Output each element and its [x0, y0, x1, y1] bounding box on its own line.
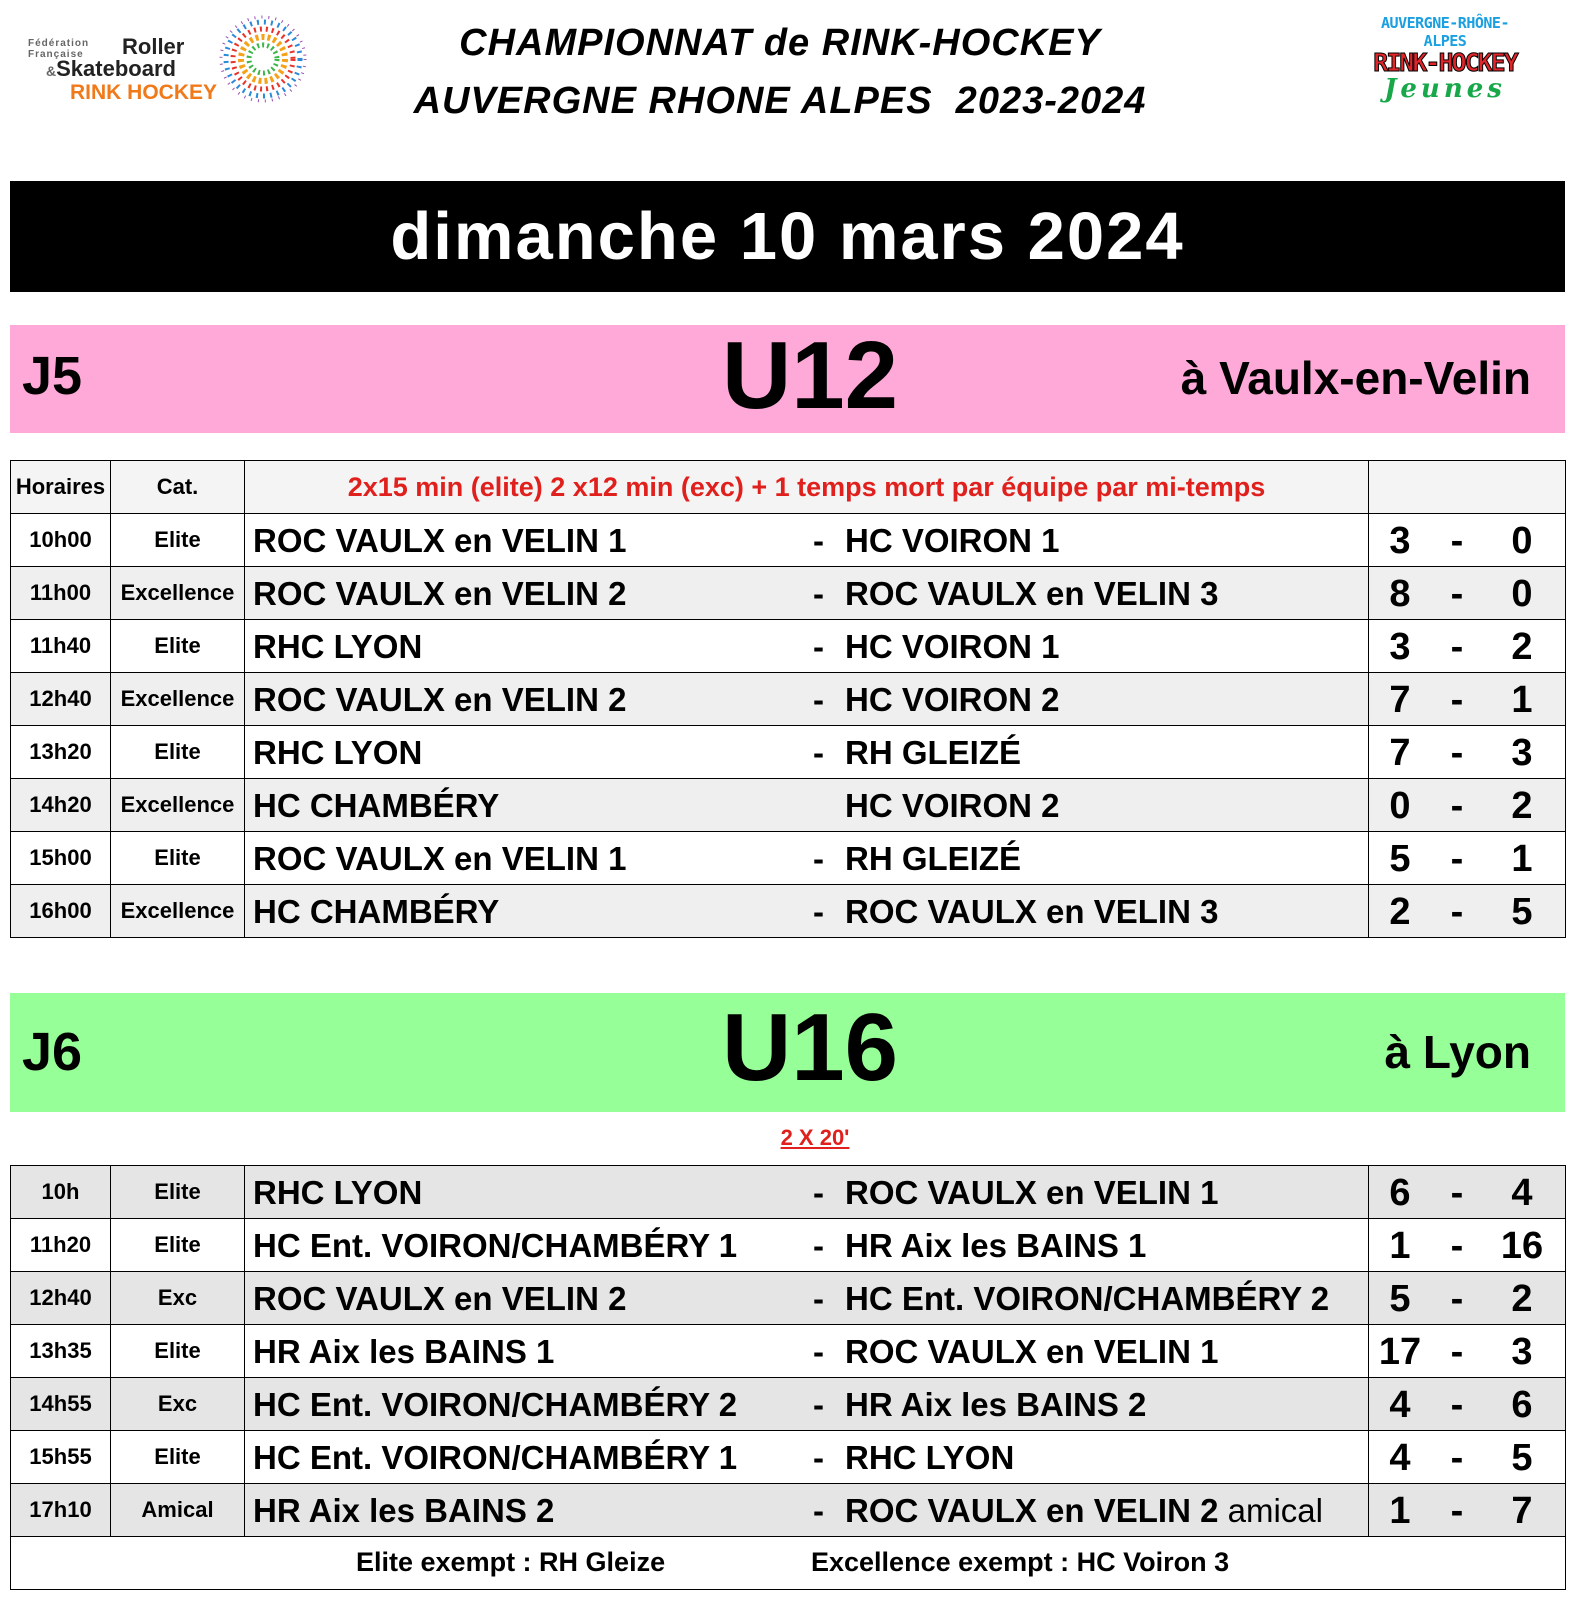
- u12-journee: J5: [22, 346, 83, 406]
- table-row: [11, 1325, 1566, 1378]
- table-row: [11, 1219, 1566, 1272]
- color-circle-icon: [208, 14, 318, 104]
- score-separator: -: [1450, 626, 1464, 668]
- table-row: [11, 620, 1566, 673]
- match-score: [1369, 1484, 1566, 1537]
- u12-schedule-table: [10, 460, 1566, 938]
- match-category: Excellence: [111, 567, 245, 620]
- team-separator: -: [813, 628, 824, 665]
- away-team-name: RH GLEIZÉ: [845, 840, 1022, 877]
- score-separator: -: [1450, 1278, 1464, 1320]
- ffrs-federation-label: Fédération Française: [28, 38, 90, 60]
- score-separator: -: [1450, 1490, 1464, 1532]
- home-team: HC CHAMBÉRY: [253, 893, 500, 930]
- col-cat: Cat.: [111, 461, 245, 514]
- away-team: [845, 734, 1021, 772]
- team-separator: -: [813, 522, 824, 559]
- table-row: [11, 1431, 1566, 1484]
- match-time: 10h00: [11, 514, 111, 567]
- table-row: [11, 779, 1566, 832]
- team-separator: -: [813, 1280, 824, 1317]
- u16-schedule-table: [10, 1165, 1566, 1590]
- away-team: [845, 1227, 1146, 1265]
- away-team: [845, 1280, 1329, 1318]
- away-team: [845, 893, 1218, 931]
- home-score: 17: [1378, 1331, 1422, 1373]
- table-row: [11, 885, 1566, 938]
- team-separator: -: [813, 1386, 824, 1423]
- match-score: [1369, 726, 1566, 779]
- match-category: Elite: [111, 1219, 245, 1272]
- away-score: 3: [1511, 1331, 1533, 1373]
- match-teams: [245, 567, 1369, 620]
- match-teams: [245, 673, 1369, 726]
- away-team-name: RHC LYON: [845, 1439, 1015, 1476]
- match-score: [1369, 832, 1566, 885]
- away-team-name: HC VOIRON 2: [845, 681, 1060, 718]
- home-team: HR Aix les BAINS 1: [253, 1333, 555, 1370]
- home-team: HR Aix les BAINS 2: [253, 1492, 555, 1529]
- table-row: [11, 726, 1566, 779]
- away-team: [845, 522, 1060, 560]
- match-teams: [245, 726, 1369, 779]
- team-separator: -: [813, 734, 824, 771]
- score-separator: -: [1450, 573, 1464, 615]
- home-score: 4: [1389, 1384, 1411, 1426]
- ara-rink-hockey-label: RINK-HOCKEY: [1373, 48, 1517, 77]
- match-score: [1369, 1378, 1566, 1431]
- u16-venue: à Lyon: [1384, 1026, 1531, 1078]
- table-row: [11, 514, 1566, 567]
- home-team: ROC VAULX en VELIN 2: [253, 1280, 627, 1317]
- match-category: Elite: [111, 832, 245, 885]
- score-separator: -: [1450, 679, 1464, 721]
- away-team-name: HC Ent. VOIRON/CHAMBÉRY 2: [845, 1280, 1330, 1317]
- ffrs-roller-label: Roller: [122, 34, 185, 59]
- away-score: 0: [1511, 573, 1533, 615]
- away-score: 0: [1511, 520, 1533, 562]
- match-time: 11h00: [11, 567, 111, 620]
- match-time: 11h20: [11, 1219, 111, 1272]
- away-score: 2: [1511, 785, 1533, 827]
- match-teams: [245, 1431, 1369, 1484]
- match-teams: [245, 885, 1369, 938]
- home-score: 7: [1389, 679, 1411, 721]
- table-row: [11, 1272, 1566, 1325]
- ffrs-rink-hockey-label: RINK HOCKEY: [70, 81, 218, 104]
- home-team: HC Ent. VOIRON/CHAMBÉRY 2: [253, 1386, 738, 1423]
- away-score: 3: [1511, 732, 1533, 774]
- away-score: 1: [1511, 679, 1533, 721]
- away-team-name: HC VOIRON 1: [845, 522, 1060, 559]
- home-score: 5: [1389, 1278, 1411, 1320]
- match-teams: [245, 832, 1369, 885]
- away-team-name: ROC VAULX en VELIN 1: [845, 1174, 1219, 1211]
- match-time: 15h00: [11, 832, 111, 885]
- match-time: 12h40: [11, 673, 111, 726]
- ara-jeunes-label: Jeunes: [1384, 74, 1506, 104]
- home-team: RHC LYON: [253, 628, 423, 665]
- score-separator: -: [1450, 1331, 1464, 1373]
- date-banner: dimanche 10 mars 2024: [10, 181, 1565, 292]
- table-row: [11, 1378, 1566, 1431]
- home-score: 1: [1389, 1490, 1411, 1532]
- team-separator: -: [813, 1439, 824, 1476]
- u12-banner: [10, 322, 1565, 433]
- away-score: 2: [1511, 1278, 1533, 1320]
- home-score: 2: [1389, 891, 1411, 933]
- table-row: [11, 1484, 1566, 1537]
- score-separator: -: [1450, 838, 1464, 880]
- table-row: [11, 832, 1566, 885]
- team-separator: -: [813, 893, 824, 930]
- match-teams: [245, 1484, 1369, 1537]
- match-teams: [245, 1272, 1369, 1325]
- away-score: 7: [1511, 1490, 1533, 1532]
- away-team-name: RH GLEIZÉ: [845, 734, 1022, 771]
- match-teams: [245, 1325, 1369, 1378]
- team-separator: -: [813, 840, 824, 877]
- away-score: 16: [1500, 1225, 1544, 1267]
- title-line-1: CHAMPIONNAT de RINK-HOCKEY: [459, 22, 1101, 64]
- table-row: [11, 567, 1566, 620]
- team-separator: -: [813, 1492, 824, 1529]
- score-separator: -: [1450, 1384, 1464, 1426]
- match-time: 12h40: [11, 1272, 111, 1325]
- away-score: 6: [1511, 1384, 1533, 1426]
- home-score: 7: [1389, 732, 1411, 774]
- score-separator: -: [1450, 520, 1464, 562]
- u16-journee: J6: [22, 1022, 83, 1082]
- match-category: Elite: [111, 726, 245, 779]
- exempt-cell: [11, 1537, 1566, 1590]
- home-score: 6: [1389, 1172, 1411, 1214]
- championship-title: [330, 14, 1230, 130]
- away-team: [845, 840, 1021, 878]
- match-category: Excellence: [111, 779, 245, 832]
- match-category: Excellence: [111, 885, 245, 938]
- home-score: 5: [1389, 838, 1411, 880]
- home-score: 0: [1389, 785, 1411, 827]
- match-score: [1369, 1431, 1566, 1484]
- score-separator: -: [1450, 732, 1464, 774]
- away-team: [845, 1386, 1146, 1424]
- table-row: [11, 1166, 1566, 1219]
- match-score: [1369, 1219, 1566, 1272]
- match-time: 14h55: [11, 1378, 111, 1431]
- away-team-name: HR Aix les BAINS 2: [845, 1386, 1147, 1423]
- away-team-name: HC VOIRON 1: [845, 628, 1060, 665]
- match-teams: [245, 514, 1369, 567]
- ffrs-skateboard-label: &Skateboard: [46, 56, 176, 81]
- away-team-name: ROC VAULX en VELIN 3: [845, 893, 1219, 930]
- match-time: 13h20: [11, 726, 111, 779]
- match-category: Excellence: [111, 673, 245, 726]
- match-time: 14h20: [11, 779, 111, 832]
- home-team: ROC VAULX en VELIN 1: [253, 522, 627, 559]
- score-separator: -: [1450, 1172, 1464, 1214]
- title-line-2: AUVERGNE RHONE ALPES 2023-2024: [413, 80, 1147, 122]
- match-score: [1369, 1272, 1566, 1325]
- match-time: 16h00: [11, 885, 111, 938]
- match-teams: [245, 1219, 1369, 1272]
- home-score: 8: [1389, 573, 1411, 615]
- team-separator: -: [813, 1333, 824, 1370]
- away-team-name: ROC VAULX en VELIN 2: [845, 1492, 1219, 1529]
- match-score: [1369, 514, 1566, 567]
- away-team: [845, 787, 1060, 825]
- away-score: 2: [1511, 626, 1533, 668]
- team-separator: -: [813, 1174, 824, 1211]
- away-team: [845, 1492, 1323, 1530]
- away-team: [845, 1439, 1014, 1477]
- ara-region-label: AUVERGNE-RHÔNE-ALPES: [1381, 14, 1509, 50]
- away-team: [845, 628, 1060, 666]
- home-team: HC Ent. VOIRON/CHAMBÉRY 1: [253, 1227, 738, 1264]
- score-separator: -: [1450, 891, 1464, 933]
- match-category: Elite: [111, 1166, 245, 1219]
- home-team: RHC LYON: [253, 1174, 423, 1211]
- away-team-name: ROC VAULX en VELIN 3: [845, 575, 1219, 612]
- match-score: [1369, 567, 1566, 620]
- u16-exempt-row: [11, 1537, 1566, 1590]
- match-time: 11h40: [11, 620, 111, 673]
- match-category: Exc: [111, 1272, 245, 1325]
- home-team: HC CHAMBÉRY: [253, 787, 500, 824]
- match-time: 10h: [11, 1166, 111, 1219]
- match-category: Elite: [111, 1431, 245, 1484]
- match-category: Amical: [111, 1484, 245, 1537]
- match-teams: [245, 1166, 1369, 1219]
- table-row: [11, 673, 1566, 726]
- score-separator: -: [1450, 1437, 1464, 1479]
- col-score: [1369, 461, 1566, 514]
- away-team: [845, 681, 1060, 719]
- match-teams: [245, 779, 1369, 832]
- u16-rules: 2 X 20': [780, 1125, 850, 1150]
- away-team: [845, 1174, 1218, 1212]
- exempt-excellence: Excellence exempt : HC Voiron 3: [811, 1547, 1230, 1577]
- home-team: HC Ent. VOIRON/CHAMBÉRY 1: [253, 1439, 738, 1476]
- match-score: [1369, 885, 1566, 938]
- away-team: [845, 1333, 1218, 1371]
- home-score: 3: [1389, 626, 1411, 668]
- home-score: 1: [1389, 1225, 1411, 1267]
- u16-category: U16: [721, 994, 899, 1101]
- team-separator: -: [813, 1227, 824, 1264]
- match-score: [1369, 620, 1566, 673]
- u12-category: U12: [721, 322, 899, 429]
- away-team-name: HR Aix les BAINS 1: [845, 1227, 1147, 1264]
- match-category: Exc: [111, 1378, 245, 1431]
- home-team: ROC VAULX en VELIN 2: [253, 575, 627, 612]
- away-score: 4: [1511, 1172, 1533, 1214]
- match-category: Elite: [111, 1325, 245, 1378]
- ara-rink-hockey-jeunes-logo: [1360, 14, 1530, 104]
- team-separator: -: [813, 575, 824, 612]
- away-team-name: ROC VAULX en VELIN 1: [845, 1333, 1219, 1370]
- home-score: 4: [1389, 1437, 1411, 1479]
- score-separator: -: [1450, 1225, 1464, 1267]
- away-score: 1: [1511, 838, 1533, 880]
- exempt-elite: Elite exempt : RH Gleize: [356, 1547, 666, 1577]
- match-score: [1369, 1325, 1566, 1378]
- home-team: RHC LYON: [253, 734, 423, 771]
- u12-rules: 2x15 min (elite) 2 x12 min (exc) + 1 temps mort par équipe par mi-temps: [245, 461, 1369, 514]
- home-team: ROC VAULX en VELIN 2: [253, 681, 627, 718]
- away-team-note: amical: [1227, 1492, 1323, 1529]
- away-score: 5: [1511, 891, 1533, 933]
- col-horaires: Horaires: [11, 461, 111, 514]
- ffrs-logo: [28, 14, 318, 104]
- u12-venue: à Vaulx-en-Velin: [1180, 352, 1531, 404]
- away-team: [845, 575, 1218, 613]
- match-category: Elite: [111, 620, 245, 673]
- match-time: 15h55: [11, 1431, 111, 1484]
- home-team: ROC VAULX en VELIN 1: [253, 840, 627, 877]
- u16-banner: [10, 993, 1565, 1112]
- away-team-name: HC VOIRON 2: [845, 787, 1060, 824]
- team-separator: -: [813, 681, 824, 718]
- u12-header-row: [11, 461, 1566, 514]
- away-score: 5: [1511, 1437, 1533, 1479]
- match-score: [1369, 673, 1566, 726]
- match-category: Elite: [111, 514, 245, 567]
- match-score: [1369, 1166, 1566, 1219]
- match-time: 17h10: [11, 1484, 111, 1537]
- match-teams: [245, 1378, 1369, 1431]
- score-separator: -: [1450, 785, 1464, 827]
- match-time: 13h35: [11, 1325, 111, 1378]
- match-teams: [245, 620, 1369, 673]
- home-score: 3: [1389, 520, 1411, 562]
- match-score: [1369, 779, 1566, 832]
